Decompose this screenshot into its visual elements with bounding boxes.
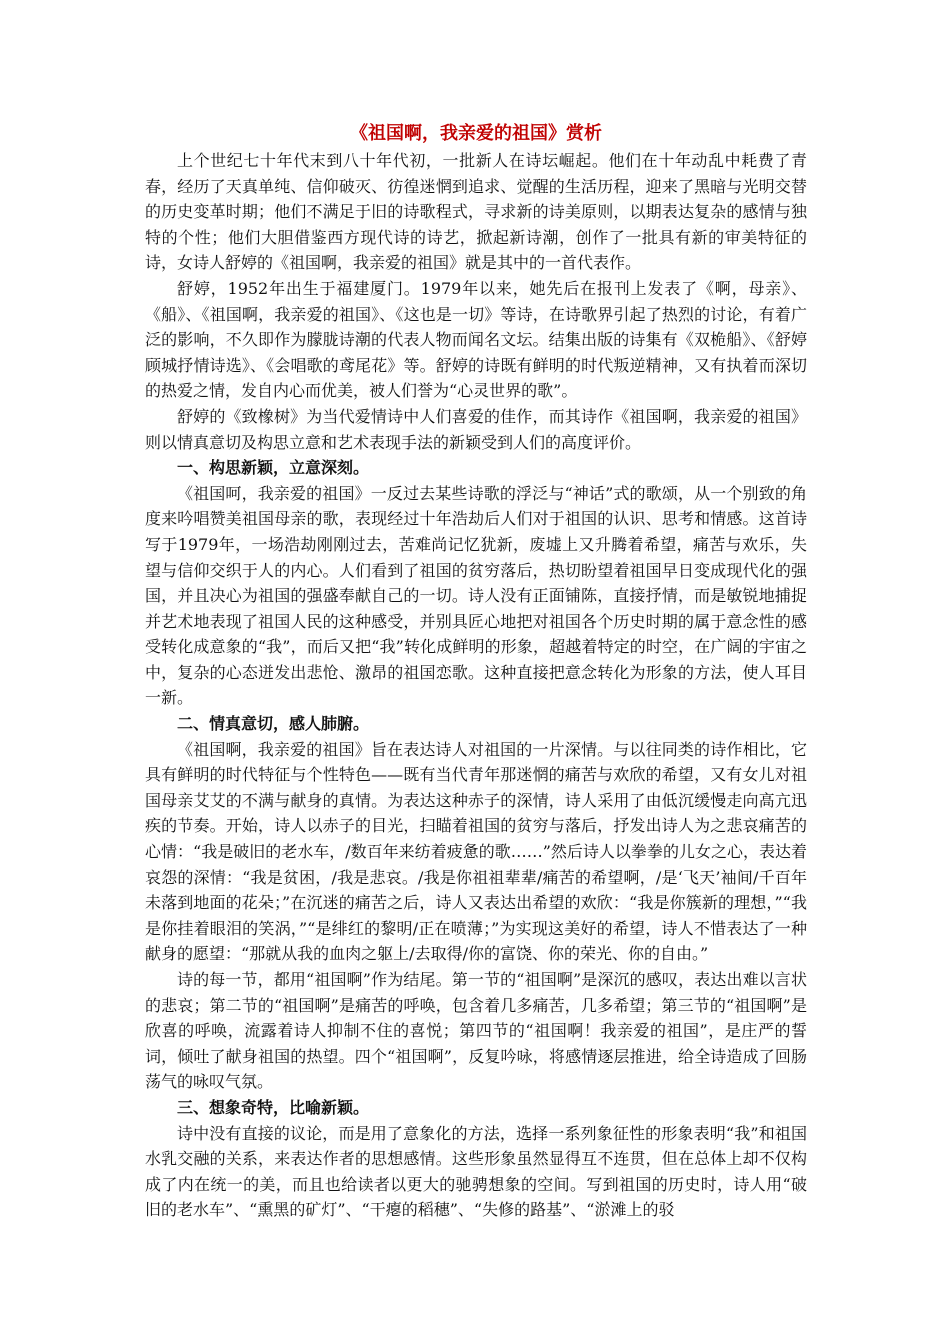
section-heading-1: 一、构思新颖，立意深刻。 — [177, 458, 370, 478]
section-heading-3: 三、想象奇特，比喻新颖。 — [177, 1097, 370, 1117]
paragraph-section-1: 《祖国呵，我亲爱的祖国》一反过去某些诗歌的浮泛与“神话”式的歌颂，从一个别致的角度来吟唱赞美祖国母亲的歌，表现经过十年浩劫后人们对于祖国的认识、思考和情感。这首诗写于1979年，一场浩劫刚刚过去，苦难尚记忆犹新，废墟上又升腾着希望，痛苦与欢乐，失望与信仰交织于人的内心。人们看到了祖国的贫穷落后，热切盼望着祖国早日变成现代化的强国，并且决心为祖国的强盛奉献自己的一切。诗人没有正面铺陈，直接抒情，而是敏锐地捕捉并艺术地表现了祖国人民的这种感受，并别具匠心地把对祖国各个历史时期的属于意念性的感受转化成意象的“我”，而后又把“我”转化成鲜明的形象，超越着特定的时空，在广阔的宇宙之中，复杂的心态迸发出悲怆、激昂的祖国恋歌。这种直接把意念转化为形象的方法，使人耳目一新。 — [145, 483, 807, 708]
document-title: 《祖国啊，我亲爱的祖国》赏析 — [350, 123, 602, 144]
paragraph-evaluation: 舒婷的《致橡树》为当代爱情诗中人们喜爱的佳作，而其诗作《祖国啊，我亲爱的祖国》则以情真意切及构思立意和艺术表现手法的新颖受到人们的高度评价。 — [145, 406, 807, 452]
section-heading-2: 二、情真意切，感人肺腑。 — [177, 714, 370, 734]
document-page — [145, 120, 807, 1223]
paragraph-intro: 上个世纪七十年代末到八十年代初，一批新人在诗坛崛起。他们在十年动乱中耗费了青春，经历了天真单纯、信仰破灭、彷徨迷惘到追求、觉醒的生活历程，迎来了黑暗与光明交替的历史变革时期；他们不满足于旧的诗歌程式，寻求新的诗美原则，以期表达复杂的感情与独特的个性；他们大胆借鉴西方现代诗的诗艺，掀起新诗潮，创作了一批具有新的审美特征的诗，女诗人舒婷的《祖国啊，我亲爱的祖国》就是其中的一首代表作。 — [145, 151, 807, 273]
paragraph-author-bio: 舒婷，1952年出生于福建厦门。1979年以来，她先后在报刊上发表了《啊，母亲》、《船》、《祖国啊，我亲爱的祖国》、《这也是一切》等诗，在诗歌界引起了热烈的讨论，有着广泛的影响，不久即作为朦胧诗潮的代表人物而闻名文坛。结集出版的诗集有《双桅船》、《舒婷顾城抒情诗选》、《会唱歌的鸢尾花》等。舒婷的诗既有鲜明的时代叛逆精神，又有执着而深切的热爱之情，发自内心而优美，被人们誉为“心灵世界的歌”。 — [145, 278, 807, 401]
paragraph-section-3: 诗中没有直接的议论，而是用了意象化的方法，选择一系列象征性的形象表明“我”和祖国水乳交融的关系，来表达作者的思想感情。这些形象虽然显得互不连贯，但在总体上却不仅构成了内在统一的美，而且也给读者以更大的驰骋想象的空间。写到祖国的历史时，诗人用“破旧的老水车”、“熏黑的矿灯”、“干瘪的稻穗”、“失修的路基”、“淤滩上的驳 — [145, 1123, 807, 1220]
paragraph-section-2: 《祖国啊，我亲爱的祖国》旨在表达诗人对祖国的一片深情。与以往同类的诗作相比，它具有鲜明的时代特征与个性特色——既有当代青年那迷惘的痛苦与欢欣的希望，又有女儿对祖国母亲艾艾的不满与献身的真情。为表达这种赤子的深情，诗人采用了由低沉缓慢走向高亢迅疾的节奏。开始，诗人以赤子的目光，扫瞄着祖国的贫穷与落后，抒发出诗人为之悲哀痛苦的心情：“我是破旧的老水车，/数百年来纺着疲惫的歌……”然后诗人以拳拳的儿女之心，表达着哀怨的深情：“我是贫困，/我是悲哀。/我是你祖祖辈辈/痛苦的希望啊，/是‘飞天’袖间/千百年未落到地面的花朵；”在沉迷的痛苦之后，诗人又表达出希望的欢欣：“我是你簇新的理想，”“我是你挂着眼泪的笑涡，”“是绯红的黎明/正在喷薄；”为实现这美好的希望，诗人不惜表达了一种献身的愿望：“那就从我的血肉之躯上/去取得/你的富饶、你的荣光、你的自由。” — [145, 739, 807, 964]
paragraph-section-2-refrain: 诗的每一节，都用“祖国啊”作为结尾。第一节的“祖国啊”是深沉的感叹，表达出难以言状的悲哀；第二节的“祖国啊”是痛苦的呼唤，包含着几多痛苦，几多希望；第三节的“祖国啊”是欣喜的呼唤，流露着诗人抑制不住的喜悦；第四节的“祖国啊！我亲爱的祖国”，是庄严的誓词，倾吐了献身祖国的热望。四个“祖国啊”，反复吟咏，将感情逐层推进，给全诗造成了回肠荡气的咏叹气氛。 — [145, 970, 807, 1092]
